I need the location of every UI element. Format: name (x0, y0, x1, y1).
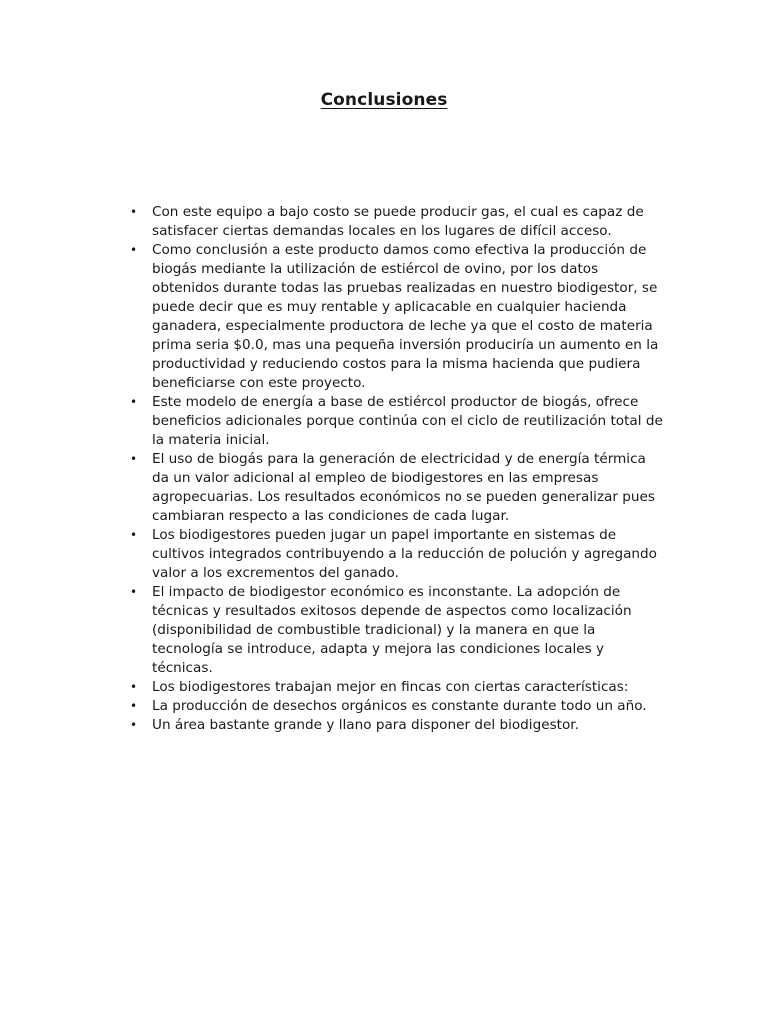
list-item-text: El impacto de biodigestor económico es inconstante. La adopción de técnicas y resultados exitosos depende de aspectos como localización (disponibilidad de combustible tradicional) y la manera en que la tecnología se introduce, adapta y mejora las condiciones locales y técnicas. (152, 584, 632, 676)
list-item (130, 241, 665, 393)
list-item-text: La producción de desechos orgánicos es constante durante todo un año. (152, 698, 647, 714)
conclusions-list (130, 203, 665, 735)
list-item (130, 678, 665, 697)
list-item-text: Un área bastante grande y llano para disponer del biodigestor. (152, 717, 579, 733)
bullet-icon: • (130, 699, 138, 713)
bullet-icon: • (130, 585, 138, 599)
bullet-icon: • (130, 395, 138, 409)
bullet-icon: • (130, 680, 138, 694)
list-item (130, 450, 665, 526)
list-item-text: El uso de biogás para la generación de electricidad y de energía térmica da un valor adicional al empleo de biodigestores en las empresas agropecuarias. Los resultados económicos no se pueden generalizar pues cambiaran respecto a las condiciones de cada lugar. (152, 451, 655, 524)
list-item-text: Con este equipo a bajo costo se puede producir gas, el cual es capaz de satisfacer ciertas demandas locales en los lugares de difícil acceso. (152, 204, 644, 239)
bullet-icon: • (130, 718, 138, 732)
bullet-icon: • (130, 528, 138, 542)
list-item (130, 583, 665, 678)
list-item (130, 526, 665, 583)
list-item-text: Los biodigestores pueden jugar un papel importante en sistemas de cultivos integrados contribuyendo a la reducción de polución y agregando valor a los excrementos del ganado. (152, 527, 657, 581)
list-item-text: Como conclusión a este producto damos como efectiva la producción de biogás mediante la utilización de estiércol de ovino, por los datos obtenidos durante todas las pruebas realizadas en nuestro biodigestor, se puede decir que es muy rentable y aplicacable en cualquier hacienda ganadera, especialmente productora de leche ya que el costo de materia prima seria $0.0, mas una pequeña inversión produciría un aumento en la productividad y reduciendo costos para la misma hacienda que pudiera beneficiarse con este proyecto. (152, 242, 659, 391)
list-item (130, 203, 665, 241)
list-item (130, 716, 665, 735)
bullet-icon: • (130, 243, 138, 257)
list-item (130, 697, 665, 716)
list-item-text: Este modelo de energía a base de estiércol productor de biogás, ofrece beneficios adicionales porque continúa con el ciclo de reutilización total de la materia inicial. (152, 394, 663, 448)
page-title: Conclusiones (320, 90, 448, 110)
bullet-icon: • (130, 205, 138, 219)
bullet-icon: • (130, 452, 138, 466)
list-item-text: Los biodigestores trabajan mejor en fincas con ciertas características: (152, 679, 629, 695)
list-item (130, 393, 665, 450)
